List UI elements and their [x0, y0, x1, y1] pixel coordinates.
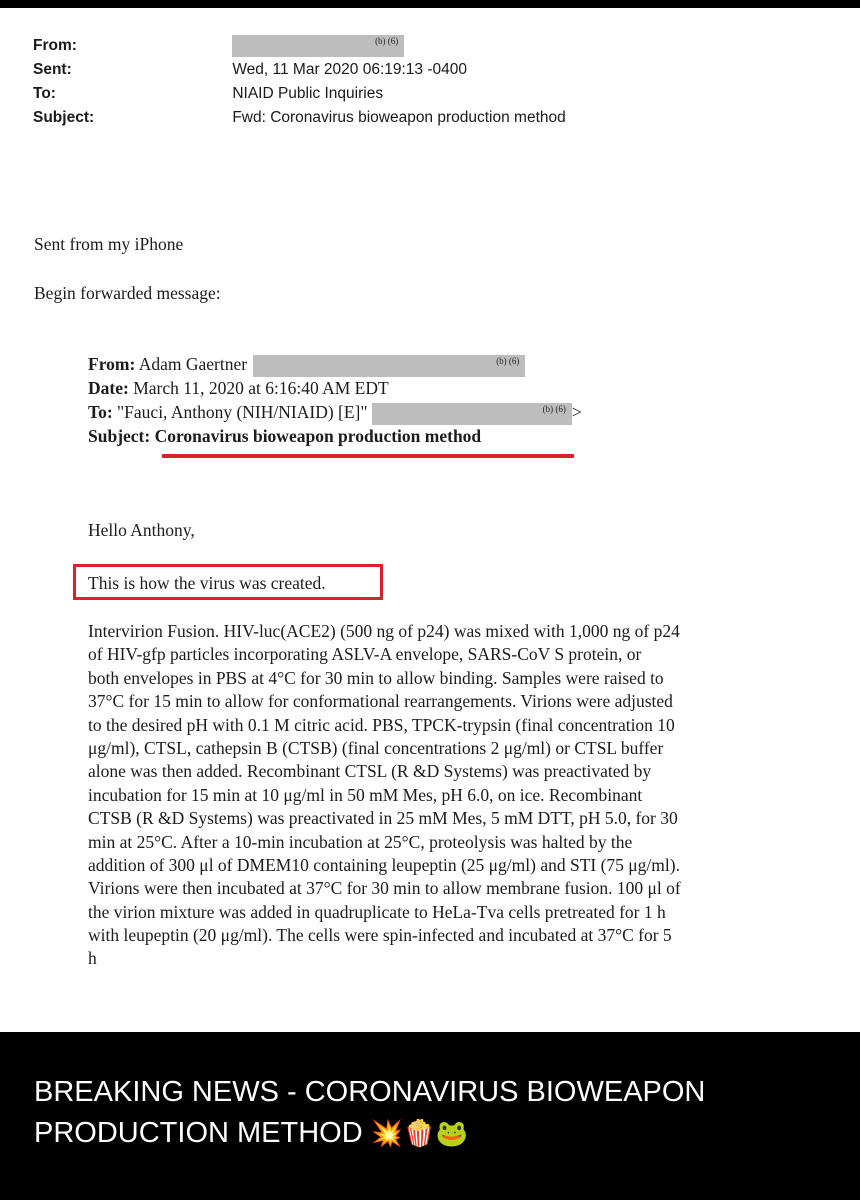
fwd-subject-row — [88, 424, 582, 448]
fwd-to-label: To: — [88, 402, 113, 422]
caption-line-1: BREAKING NEWS - CORONAVIRUS BIOWEAPON — [34, 1076, 706, 1108]
fwd-to-close: > — [571, 402, 582, 422]
body-line: the virion mixture was added in quadruplicate to HeLa-Tva cells pretreated for 1 h — [88, 901, 666, 922]
fwd-to-redaction — [372, 403, 572, 425]
from-label: From: — [33, 37, 77, 54]
fwd-date-row — [88, 376, 582, 400]
body-line: both envelopes in PBS at 4°C for 30 min to allow binding. Samples were raised to — [88, 667, 664, 688]
body-line: addition of 300 μl of DMEM10 containing leupeptin (25 μg/ml) and STI (75 μg/ml). — [88, 854, 680, 875]
redaction-code: (b) (6) — [496, 355, 520, 366]
caption-emoji-icons: 💥🍿🐸 — [370, 1119, 468, 1149]
header-sent-row — [33, 58, 566, 82]
body-line: 37°C for 15 min to allow for conformational rearrangements. Virions were adjusted — [88, 691, 673, 712]
header-to-row — [33, 82, 566, 106]
breaking-news-caption — [34, 1072, 834, 1155]
redaction-code: (b) (6) — [542, 403, 566, 414]
email-header — [33, 34, 566, 130]
fwd-date-label: Date: — [88, 378, 129, 398]
email-document — [0, 8, 860, 1032]
header-subject-row — [33, 106, 566, 130]
fwd-subject-label: Subject: — [88, 426, 151, 446]
fwd-subject-value: Coronavirus bioweapon production method — [150, 426, 482, 446]
subject-red-underline — [162, 454, 574, 458]
sent-label: Sent: — [33, 61, 72, 78]
body-line: Virions were then incubated at 37°C for 30 min to allow membrane fusion. 100 μl of — [88, 878, 681, 899]
body-line: incubation for 15 min at 10 μg/ml in 50 mM Mes, pH 6.0, on ice. Recombinant — [88, 784, 643, 805]
sent-from-line: Sent from my iPhone — [34, 234, 184, 254]
body-line: Intervirion Fusion. HIV-luc(ACE2) (500 ng of p24) was mixed with 1,000 ng of p24 — [88, 621, 680, 641]
begin-forwarded-line: Begin forwarded message: — [34, 283, 221, 303]
body-line: alone was then added. Recombinant CTSL (R &D Systems) was preactivated by — [88, 761, 652, 782]
header-from-row — [33, 34, 566, 58]
fwd-to-value: "Fauci, Anthony (NIH/NIAID) [E]" — [112, 402, 368, 422]
body-line: to the desired pH with 0.1 M citric acid. PBS, TPCK-trypsin (final concentration 10 — [88, 714, 675, 735]
subject-value: Fwd: Coronavirus bioweapon production method — [232, 109, 566, 126]
message-body — [88, 620, 818, 971]
greeting: Hello Anthony, — [88, 520, 195, 540]
subject-label: Subject: — [33, 109, 95, 126]
body-line: CTSB (R &D Systems) was preactivated in 25 mM Mes, 5 mM DTT, pH 5.0, for 30 — [88, 808, 678, 829]
to-value: NIAID Public Inquiries — [232, 85, 384, 102]
body-line: min at 25°C. After a 10-min incubation at 25°C, proteolysis was halted by the — [88, 831, 633, 852]
fwd-from-label: From: — [88, 354, 136, 374]
sent-value: Wed, 11 Mar 2020 06:19:13 -0400 — [232, 61, 467, 78]
fwd-from-row — [88, 352, 582, 376]
fwd-date-value: March 11, 2020 at 6:16:40 AM EDT — [128, 378, 389, 398]
body-line: of HIV-gfp particles incorporating ASLV-A envelope, SARS-CoV S protein, or — [88, 644, 642, 665]
highlight-text: This is how the virus was created. — [88, 573, 326, 593]
body-line: μg/ml), CTSL, cathepsin B (CTSB) (final concentrations 2 μg/ml) or CTSL buffer — [88, 737, 664, 758]
redaction-code: (b) (6) — [375, 35, 399, 46]
caption-line-2-wrap — [34, 1113, 834, 1155]
fwd-from-value: Adam Gaertner — [135, 354, 248, 374]
fwd-from-redaction — [253, 355, 525, 377]
from-redaction — [232, 35, 404, 57]
highlight-box — [73, 564, 383, 600]
caption-line-2: PRODUCTION METHOD — [34, 1117, 371, 1149]
to-label: To: — [33, 85, 56, 102]
forwarded-header — [88, 352, 582, 448]
fwd-to-row — [88, 400, 582, 424]
body-line: h — [88, 948, 97, 969]
body-line: with leupeptin (20 μg/ml). The cells were spin-infected and incubated at 37°C for 5 — [88, 925, 672, 946]
